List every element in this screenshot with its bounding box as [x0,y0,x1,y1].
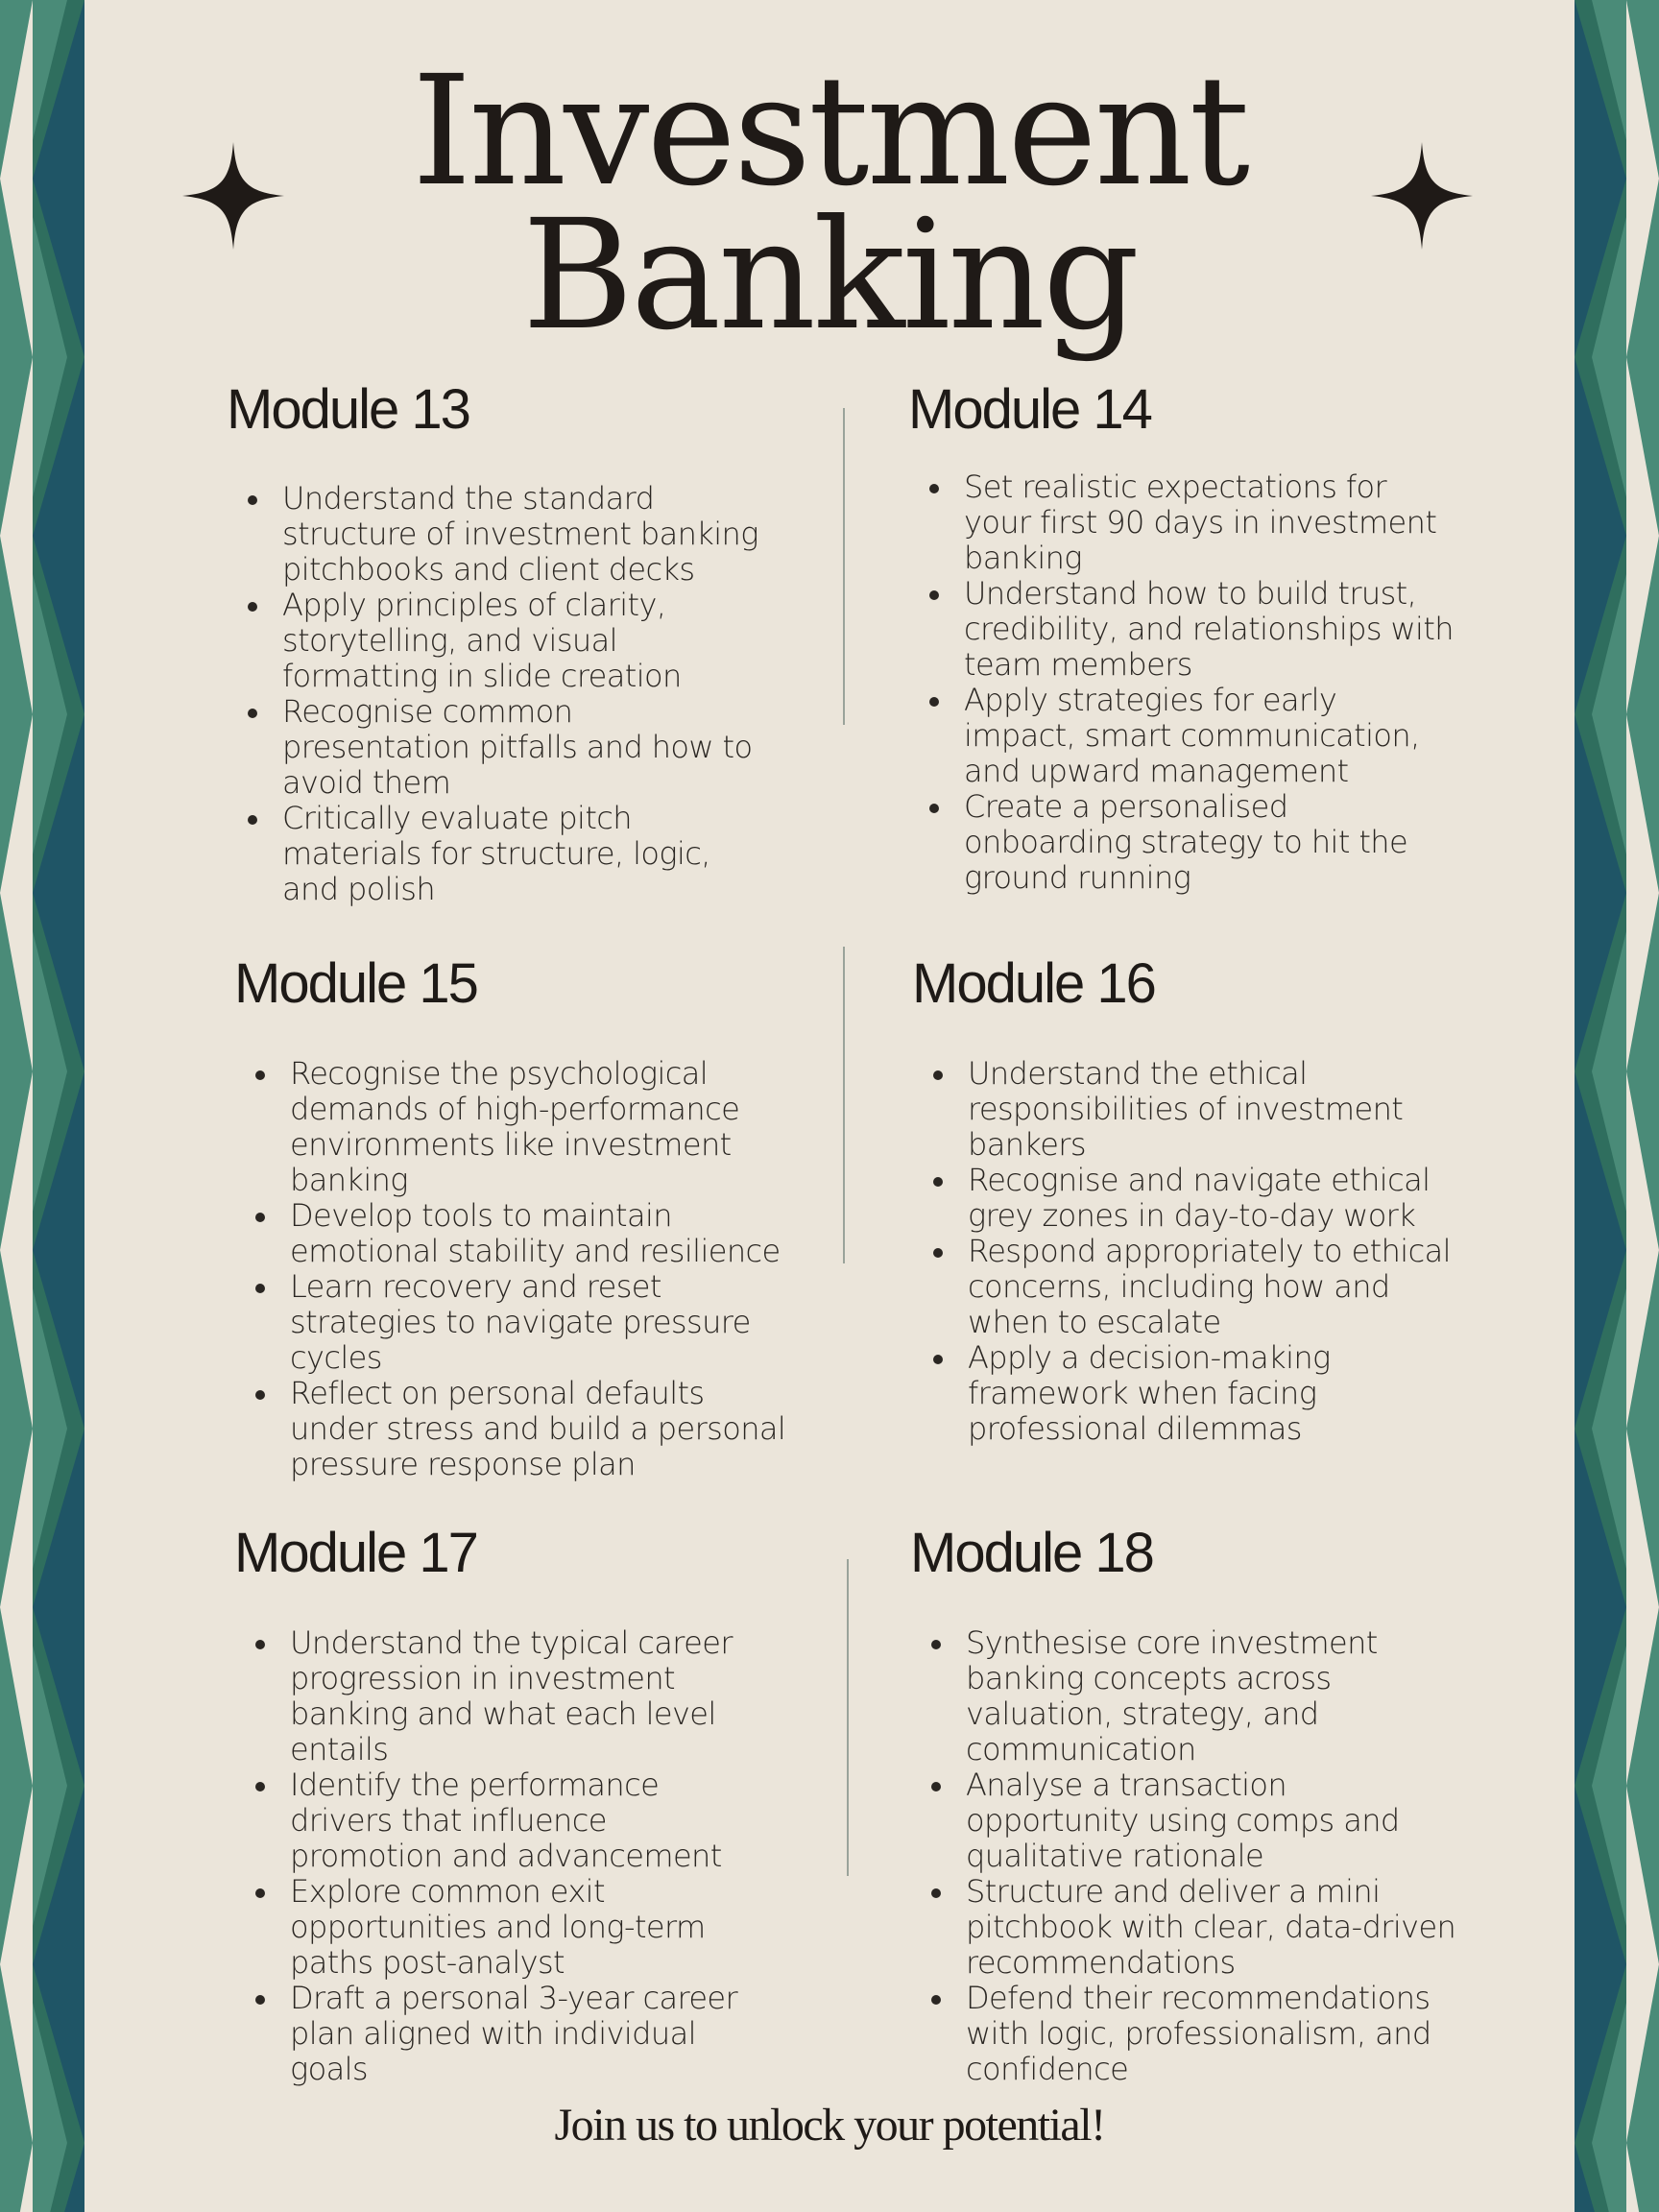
list-item: Understand how to build trust, credibility, and relationships with team members [908,576,1455,683]
list-item: Create a personalised onboarding strategy to hit the ground running [908,789,1455,896]
module-18 [910,1523,1457,2087]
column-divider [847,1559,849,1876]
list-item: Identify the performance drivers that influence promotion and advancement [234,1767,753,1874]
list-item: Recognise common presentation pitfalls and how to avoid them [227,694,764,801]
list-item: Analyse a transaction opportunity using comps and qualitative rationale [910,1767,1457,1874]
list-item: Draft a personal 3-year career plan aligned with individual goals [234,1981,753,2087]
column-divider [843,408,845,725]
module-heading: Module 18 [910,1522,1153,1584]
module-heading: Module 16 [912,952,1155,1015]
column-divider [843,947,845,1263]
list-item: Respond appropriately to ethical concerns, including how and when to escalate [912,1234,1459,1340]
list-item: Apply a decision-making framework when facing professional dilemmas [912,1340,1459,1447]
module-bullet-list [234,1056,796,1482]
list-item: Recognise and navigate ethical grey zones in day-to-day work [912,1163,1459,1234]
list-item: Explore common exit opportunities and long-term paths post-analyst [234,1874,753,1981]
list-item: Defend their recommendations with logic, professionalism, and confidence [910,1981,1457,2087]
list-item: Apply strategies for early impact, smart communication, and upward management [908,683,1455,789]
module-heading: Module 17 [234,1522,477,1584]
module-17 [234,1523,753,2087]
page-title-line-2: Banking [521,187,1138,364]
module-15 [234,953,796,1482]
module-bullet-list [227,481,764,907]
list-item: Understand the standard structure of investment banking pitchbooks and client decks [227,481,764,588]
module-heading: Module 15 [234,952,477,1015]
footer-tagline: Join us to unlock your potential! [554,2100,1105,2151]
module-bullet-list [908,469,1455,896]
module-bullet-list [910,1625,1457,2087]
list-item: Learn recovery and reset strategies to navigate pressure cycles [234,1269,796,1376]
list-item: Understand the ethical responsibilities of investment bankers [912,1056,1459,1163]
list-item: Recognise the psychological demands of high-performance environments like investment banking [234,1056,796,1198]
list-item: Critically evaluate pitch materials for structure, logic, and polish [227,801,764,907]
module-13 [227,379,764,907]
module-bullet-list [234,1625,753,2087]
list-item: Develop tools to maintain emotional stability and resilience [234,1198,796,1269]
module-heading: Module 14 [908,378,1151,441]
list-item: Understand the typical career progression in investment banking and what each level entails [234,1625,753,1767]
list-item: Set realistic expectations for your first 90 days in investment banking [908,469,1455,576]
list-item: Reflect on personal defaults under stress and build a personal pressure response plan [234,1376,796,1482]
page-title-line-1: Investment [411,43,1248,220]
module-bullet-list [912,1056,1459,1447]
module-heading: Module 13 [227,378,469,441]
list-item: Apply principles of clarity, storytelling, and visual formatting in slide creation [227,588,764,694]
module-16 [912,953,1459,1447]
list-item: Structure and deliver a mini pitchbook with clear, data-driven recommendations [910,1874,1457,1981]
module-14 [908,379,1455,896]
list-item: Synthesise core investment banking concepts across valuation, strategy, and communication [910,1625,1457,1767]
